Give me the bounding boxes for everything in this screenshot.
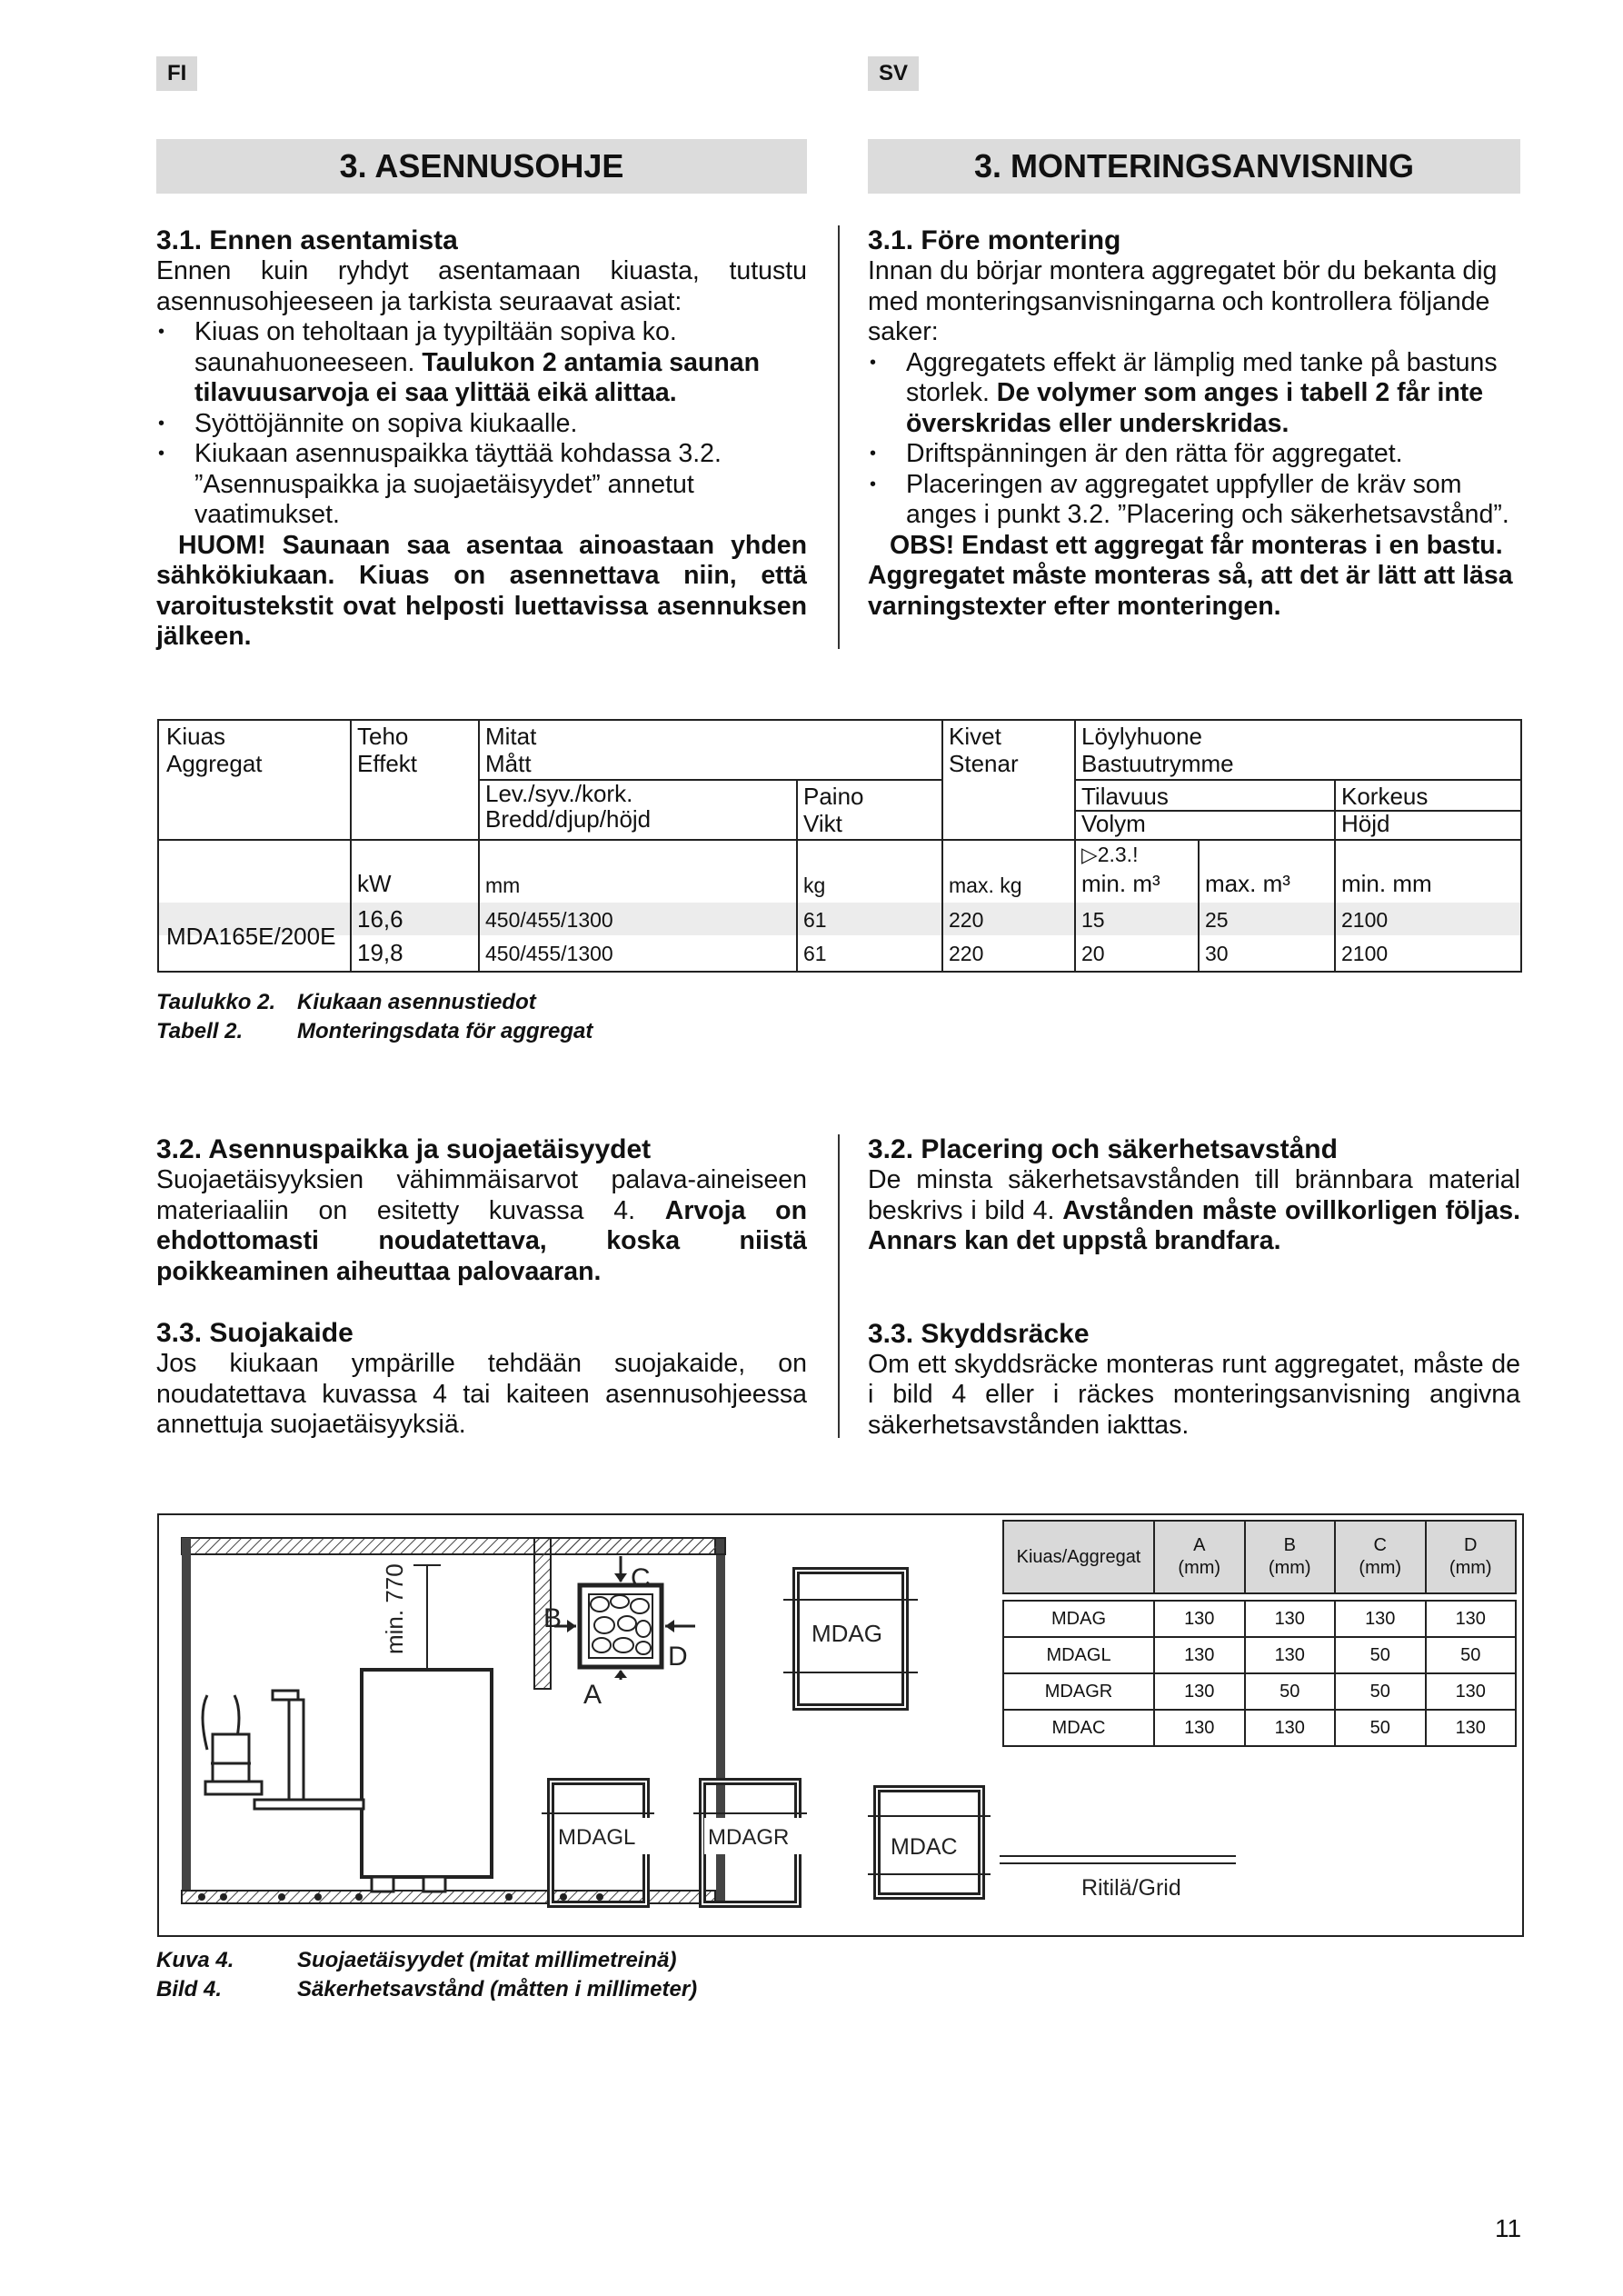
mdagl-label: MDAGL bbox=[558, 1825, 636, 1850]
th-c: C (mm) bbox=[1335, 1521, 1426, 1593]
sv-obs-note: OBS! Endast ett aggregat får monteras i en bastu. Aggregatet måste monteras så, att det är lätt att läsa varningstexter efter monteringen. bbox=[868, 530, 1513, 621]
fi-b2-text: Syöttöjännite on sopiva kiukaalle. bbox=[194, 408, 578, 438]
table-cell: 20 bbox=[1081, 942, 1105, 965]
table-cell: 2100 bbox=[1341, 942, 1389, 965]
table-cell: 220 bbox=[949, 942, 984, 965]
triangle-icon: ▷ bbox=[1081, 843, 1098, 866]
unit-kw: kW bbox=[357, 870, 392, 897]
mdac-label: MDAC bbox=[891, 1834, 958, 1860]
th-b: B (mm) bbox=[1245, 1521, 1336, 1593]
table-cell: 450/455/1300 bbox=[485, 942, 613, 965]
table-cell: 30 bbox=[1205, 942, 1229, 965]
fi-s31-title: 3.1. Ennen asentamista bbox=[156, 225, 458, 255]
table-cell: 450/455/1300 bbox=[485, 908, 613, 932]
th-teho: Teho Effekt bbox=[357, 723, 418, 777]
table-caption: Taulukko 2. Kiukaan asennustiedot Tabell 2. Monteringsdata för aggregat bbox=[156, 990, 593, 1043]
th-a: A (mm) bbox=[1154, 1521, 1245, 1593]
unit-min-m3: min. m³ bbox=[1081, 870, 1160, 897]
label-d: D bbox=[668, 1642, 688, 1672]
th-paino: Paino Vikt bbox=[803, 783, 864, 837]
section-ref: ▷2.3.! bbox=[1081, 843, 1139, 866]
sv-s32-text: De minsta säkerhetsavstånden till brännbara material beskrivs i bild 4. bbox=[868, 1165, 1520, 1225]
fi-b1-bold: Taulukon 2 antamia saunan tilavuusarvoja ei saa ylittää eikä alittaa. bbox=[194, 347, 761, 407]
figure-caption: Kuva 4. Suojaetäisyydet (mitat millimetreinä) Bild 4. Säkerhetsavstånd (måtten i millimeter) bbox=[156, 1948, 698, 2002]
section-heading-sv: 3. MONTERINGSANVISNING bbox=[868, 139, 1520, 194]
th-model: Kiuas/Aggregat bbox=[1003, 1521, 1154, 1593]
fi-huom-note: HUOM! Saunaan saa asentaa ainoastaan yhden sähkökiukaan. Kiuas on asennettava niin, että varoitustekstit ovat helposti luettavissa asennuksen jälkeen. bbox=[156, 530, 807, 651]
table-row bbox=[1003, 1521, 1516, 1593]
distance-table bbox=[1002, 1520, 1517, 1747]
table-cell: 16,6 bbox=[357, 905, 403, 933]
unit-min-mm: min. mm bbox=[1341, 870, 1432, 897]
mdag-label: MDAG bbox=[812, 1620, 882, 1647]
table-row: MDAGR 130 50 50 130 bbox=[1003, 1673, 1516, 1710]
unit-max-kg: max. kg bbox=[949, 873, 1022, 897]
unit-kg: kg bbox=[803, 873, 826, 897]
th-loylyhuone: Löylyhuone Bastuutrymme bbox=[1081, 723, 1234, 777]
sv-s32-bold: Avstånden måste ovillkorligen följas. Annars kan det uppstå brandfara. bbox=[868, 1195, 1520, 1255]
sv-b3-text: Placeringen av aggregatet uppfyller de kräv som anges i punkt 3.2. ”Placering och säkerhetsavstånd”. bbox=[906, 469, 1509, 529]
grid-label: Ritilä/Grid bbox=[1081, 1875, 1181, 1901]
label-a: A bbox=[583, 1680, 602, 1710]
sv-b1-bold: De volymer som anges i tabell 2 får inte överskridas eller underskridas. bbox=[906, 378, 1484, 438]
min-770-label: min. 770 bbox=[381, 1563, 408, 1654]
th-kivet: Kivet Stenar bbox=[949, 723, 1019, 777]
sv-s33-text: Om ett skyddsräcke monteras runt aggregatet, måste de i bild 4 eller i räckes monteringsanvisning angivna säkerhetsavstånden iakttas. bbox=[868, 1349, 1520, 1440]
sv-b1-text: Aggregatets effekt är lämplig med tanke på bastuns storlek. bbox=[906, 347, 1498, 407]
th-kiuas: Kiuas Aggregat bbox=[166, 723, 263, 777]
table-cell: 2100 bbox=[1341, 908, 1389, 932]
sv-b2-text: Driftspänningen är den rätta för aggregatet. bbox=[906, 439, 1403, 468]
bucket-icon bbox=[203, 1695, 262, 1794]
sv-s31-intro: Innan du börjar montera aggregatet bör du bekanta dig med monteringsanvisningarna och kontrollera följande saker: bbox=[868, 256, 1498, 346]
th-mitat: Mitat Mått bbox=[485, 723, 537, 777]
table-row: MDAGL 130 130 50 50 bbox=[1003, 1637, 1516, 1673]
fi-b3-text: Kiukaan asennuspaikka täyttää kohdassa 3.2. ”Asennuspaikka ja suojaetäisyydet” annetut vaatimukset. bbox=[194, 439, 722, 529]
mdagr-label: MDAGR bbox=[708, 1825, 790, 1850]
page-number: 11 bbox=[1495, 2214, 1522, 2242]
model-name: MDA165E/200E bbox=[166, 923, 336, 950]
section-heading-fi: 3. ASENNUSOHJE bbox=[156, 139, 807, 194]
th-dimensions: Lev./syv./kork. Bredd/djup/höjd bbox=[485, 780, 652, 833]
heater-top-view bbox=[534, 1538, 725, 1689]
fi-s33-title: 3.3. Suojakaide bbox=[156, 1318, 353, 1348]
label-b: B bbox=[543, 1603, 563, 1633]
sv-s33-title: 3.3. Skyddsräcke bbox=[868, 1318, 1090, 1349]
th-d: D (mm) bbox=[1426, 1521, 1517, 1593]
th-tilavuus: Tilavuus Volym bbox=[1081, 783, 1169, 837]
unit-mm: mm bbox=[485, 873, 521, 897]
table-cell: 220 bbox=[949, 908, 984, 932]
lang-tag-sv: SV bbox=[868, 56, 919, 91]
label-c: C bbox=[631, 1563, 651, 1593]
fi-s32-title: 3.2. Asennuspaikka ja suojaetäisyydet bbox=[156, 1134, 652, 1164]
table-row: MDAC 130 130 50 130 bbox=[1003, 1710, 1516, 1746]
fi-s32-text: Suojaetäisyyksien vähimmäisarvot palava-aineiseen materiaaliin on esitetty kuvassa 4. bbox=[156, 1165, 807, 1225]
lang-tag-fi: FI bbox=[156, 56, 197, 91]
table-cell: 19,8 bbox=[357, 939, 403, 966]
fi-s32-bold: Arvoja on ehdottomasti noudatettava, koska niistä poikkeaminen aiheuttaa palovaaran. bbox=[156, 1195, 807, 1286]
th-korkeus: Korkeus Höjd bbox=[1341, 783, 1429, 837]
sv-s32-title: 3.2. Placering och säkerhetsavstånd bbox=[868, 1134, 1338, 1164]
table-cell: 15 bbox=[1081, 908, 1105, 932]
fi-s33-text: Jos kiukaan ympärille tehdään suojakaide, on noudatettava kuvassa 4 tai kaiteen asennusohjeessa annettuja suojaetäisyyksiä. bbox=[156, 1349, 807, 1439]
fi-s31-intro: Ennen kuin ryhdyt asentamaan kiuasta, tutustu asennusohjeeseen ja tarkista seuraavat asiat: bbox=[156, 256, 807, 316]
stones-icon bbox=[591, 1595, 651, 1654]
unit-max-m3: max. m³ bbox=[1205, 870, 1290, 897]
table-cell: 61 bbox=[803, 908, 827, 932]
grid-icon bbox=[1000, 1856, 1236, 1863]
table-row: MDAG 130 130 130 130 bbox=[1003, 1601, 1516, 1637]
fi-b1-text: Kiuas on teholtaan ja tyypiltään sopiva ko. saunahuoneeseen. bbox=[194, 317, 677, 377]
heater-icon bbox=[362, 1670, 492, 1877]
bench-icon bbox=[254, 1691, 363, 1809]
table-cell: 61 bbox=[803, 942, 827, 965]
sv-s31-title: 3.1. Före montering bbox=[868, 225, 1121, 255]
table-cell: 25 bbox=[1205, 908, 1229, 932]
